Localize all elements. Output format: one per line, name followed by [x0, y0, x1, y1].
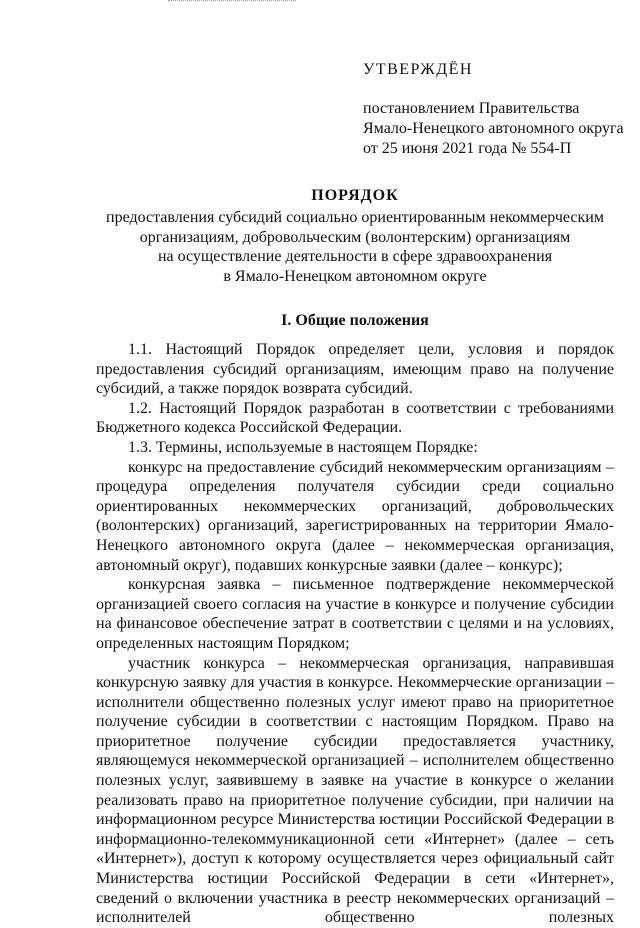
approval-block — [363, 60, 623, 159]
document-title-block — [100, 186, 610, 287]
paragraph-1-3: 1.3. Термины, используемые в настоящем Порядке: — [128, 438, 478, 456]
definition-contest-application: конкурсная заявка – письменное подтверждение некоммерческой организацией своего согласия на участие в конкурсе и получение субсидии на финансовое обеспечение затрат в соответствии с целями и на условиях, определенных настоящим Порядком; — [96, 576, 614, 652]
approval-stamp: УТВЕРЖДЁН — [363, 61, 473, 78]
title-line-2: организациям, добровольческим (волонтерским) организациям — [139, 228, 571, 246]
definition-contest: конкурс на предоставление субсидий некоммерческим организациям – процедура определения получателя субсидии среди социально ориентированных некоммерческих организаций, добровольческих (волонтерских) организаций, зарегистрированных на территории Ямало-Ненецкого автономного округа (далее – некоммерческая организация, автономный округ), подавших конкурсные заявки (далее – конкурс); — [96, 458, 614, 574]
approval-line-1: постановлением Правительства — [363, 100, 580, 117]
paragraph-1-1: 1.1. Настоящий Порядок определяет цели, условия и порядок предоставления субсидий организациям, имеющим право на получение субсидий, а также порядок возврата субсидий. — [96, 341, 614, 398]
section-heading: I. Общие положения — [281, 312, 429, 329]
definition-contest-participant: участник конкурса – некоммерческая организация, направившая конкурсную заявку для участия в конкурсе. Некоммерческие организации – исполнители общественно полезных услуг имеют право на приоритетное получение субсидии в соответствии с настоящим Порядком. Право на приоритетное получение субсидии предоставляется участнику, являющемуся некоммерческой организацией – исполнителем общественно полезных услуг, заявившему в заявке на участие в конкурсе о желании реализовать право на приоритетное получение субсидии, при наличии на информационном ресурсе Министерства юстиции Российской Федерации в информационно-телекоммуникационной сети «Интернет» (далее – сеть «Интернет»), доступ к которому осуществляется через официальный сайт Министерства юстиции Российской Федерации в сети «Интернет», сведений о включении участника в реестр некоммерческих организаций – исполнителей общественно полезных — [96, 654, 614, 927]
paragraph-1-2: 1.2. Настоящий Порядок разработан в соответствии с требованиями Бюджетного кодекса Российской Федерации. — [96, 399, 614, 437]
approval-line-2: Ямало-Ненецкого автономного округа — [363, 120, 624, 137]
title-line-1: предоставления субсидий социально ориентированным некоммерческим — [106, 208, 604, 226]
approval-line-3: от 25 июня 2021 года № 554-П — [363, 140, 572, 157]
scan-edge-line — [168, 0, 296, 2]
title-line-4: в Ямало-Ненецком автономном округе — [223, 268, 487, 286]
title-line-3: на осуществление деятельности в сфере здравоохранения — [157, 248, 553, 266]
document-title: ПОРЯДОК — [311, 187, 399, 204]
document-body — [96, 340, 614, 928]
